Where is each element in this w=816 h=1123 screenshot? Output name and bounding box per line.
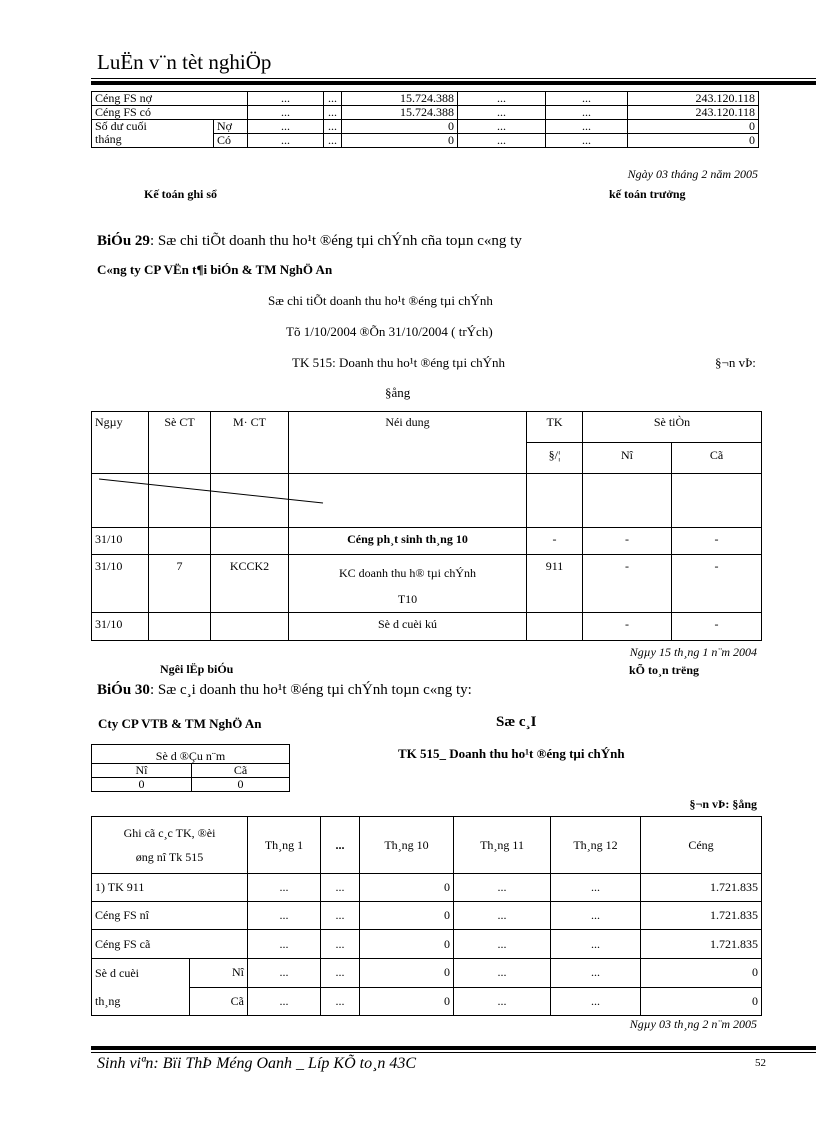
bieu29-title-line3: TK 515: Doanh thu ho¹t ®éng tµi chÝnh <box>292 355 505 370</box>
table-row: 1) TK 911 ... ... 0 ... ... 1.721.835 <box>92 874 762 902</box>
table-header-row: §/¦ Nî Cã <box>92 443 762 474</box>
table-row: Nî Cã <box>92 764 290 778</box>
footer-rule-thin <box>91 1052 816 1053</box>
bieu29-left-signature: Ngêi lËp biÓu <box>160 662 234 676</box>
footer-rule-thick <box>91 1046 816 1050</box>
bieu30-unit: §¬n vÞ: §ång <box>689 797 757 811</box>
table-row: Có ... ... 0 ... ... 0 <box>92 134 759 148</box>
bieu29-title-line2: Tõ 1/10/2004 ®Õn 31/10/2004 ( trÝch) <box>286 324 493 339</box>
table-row: Céng FS cã ... ... 0 ... ... 1.721.835 <box>92 930 762 959</box>
table-row: 31/10 7 KCCK2 KC doanh thu h® tµi chÝnh T10 911 - - <box>92 555 762 613</box>
table-row: Sè d ®Çu n¨m <box>92 745 290 764</box>
bieu30-account-title: TK 515_ Doanh thu ho¹t ®éng tµi chÝnh <box>398 746 625 761</box>
table-row: Số dư cuối tháng Nợ ... ... 0 ... ... 0 <box>92 120 759 134</box>
bieu30-heading: BiÓu 30: Sæ c¸i doanh thu ho¹t ®éng tµi chÝnh toµn c«ng ty: <box>97 682 472 698</box>
table-header-row: Ghi cã c¸c TK, ®èi øng nî Tk 515 Th¸ng 1 ... Th¸ng 10 Th¸ng 11 Th¸ng 12 Céng <box>92 817 762 874</box>
bieu30-general-ledger-table <box>91 816 762 1016</box>
footer-author: Sinh viªn: Bïi ThÞ Méng Oanh _ Líp KÕ to¸n 43C <box>97 1055 417 1072</box>
opening-balance-table <box>91 744 290 792</box>
bieu29-unit-label: §¬n vÞ: <box>715 355 756 370</box>
bieu30-date-line: Ngµy 03 th¸ng 2 n¨m 2005 <box>629 1017 757 1031</box>
table-row: Sè d cuèi th¸ng Nî ... ... 0 ... ... 0 <box>92 959 762 988</box>
top-left-signature: Kế toán ghi sổ <box>144 187 218 201</box>
bieu29-heading: BiÓu 29: Sæ chi tiÕt doanh thu ho¹t ®éng tµi chÝnh cña toµn c«ng ty <box>97 233 522 249</box>
bieu29-ledger-table <box>91 411 762 641</box>
bieu29-title-line1: Sæ chi tiÕt doanh thu ho¹t ®éng tµi chÝnh <box>268 293 493 308</box>
table-row: 0 0 <box>92 778 290 792</box>
bieu29-unit-value: §ång <box>385 385 411 400</box>
bieu29-date-line: Ngµy 15 th¸ng 1 n¨m 2004 <box>629 645 757 659</box>
table-row: 31/10 Sè d cuèi kú - - <box>92 613 762 641</box>
empty-row-diagonal-line <box>99 477 325 505</box>
bieu30-company: Cty CP VTB & TM NghÖ An <box>98 716 262 731</box>
bieu29-company: C«ng ty CP VËn t¶i biÓn & TM NghÖ An <box>97 262 333 277</box>
table-row: Cã ... ... 0 ... ... 0 <box>92 987 762 1016</box>
bieu30-book-title: Sæ c¸I <box>496 714 537 730</box>
top-right-signature: kế toán trưởng <box>609 187 686 201</box>
header-rule-thin <box>91 78 816 79</box>
table-header-row: Ngµy Sè CT M· CT Néi dung TK Sè tiÒn <box>92 412 762 443</box>
top-date-line: Ngày 03 tháng 2 năm 2005 <box>627 167 758 181</box>
table-row: 31/10 Céng ph¸t sinh th¸ng 10 - - - <box>92 528 762 555</box>
table-row: Céng FS nî ... ... 0 ... ... 1.721.835 <box>92 902 762 930</box>
table-row: Céng FS có ... ... 15.724.388 ... ... 243.120.118 <box>92 106 759 120</box>
header-rule-thick <box>91 81 816 85</box>
page-number: 52 <box>755 1057 766 1069</box>
page-header-title: LuËn v¨n tèt nghiÖp <box>97 50 272 74</box>
bieu29-right-signature: kÕ to¸n trëng <box>629 663 699 677</box>
continued-ledger-table <box>91 91 759 148</box>
table-row: Céng FS nợ ... ... 15.724.388 ... ... 243.120.118 <box>92 92 759 106</box>
